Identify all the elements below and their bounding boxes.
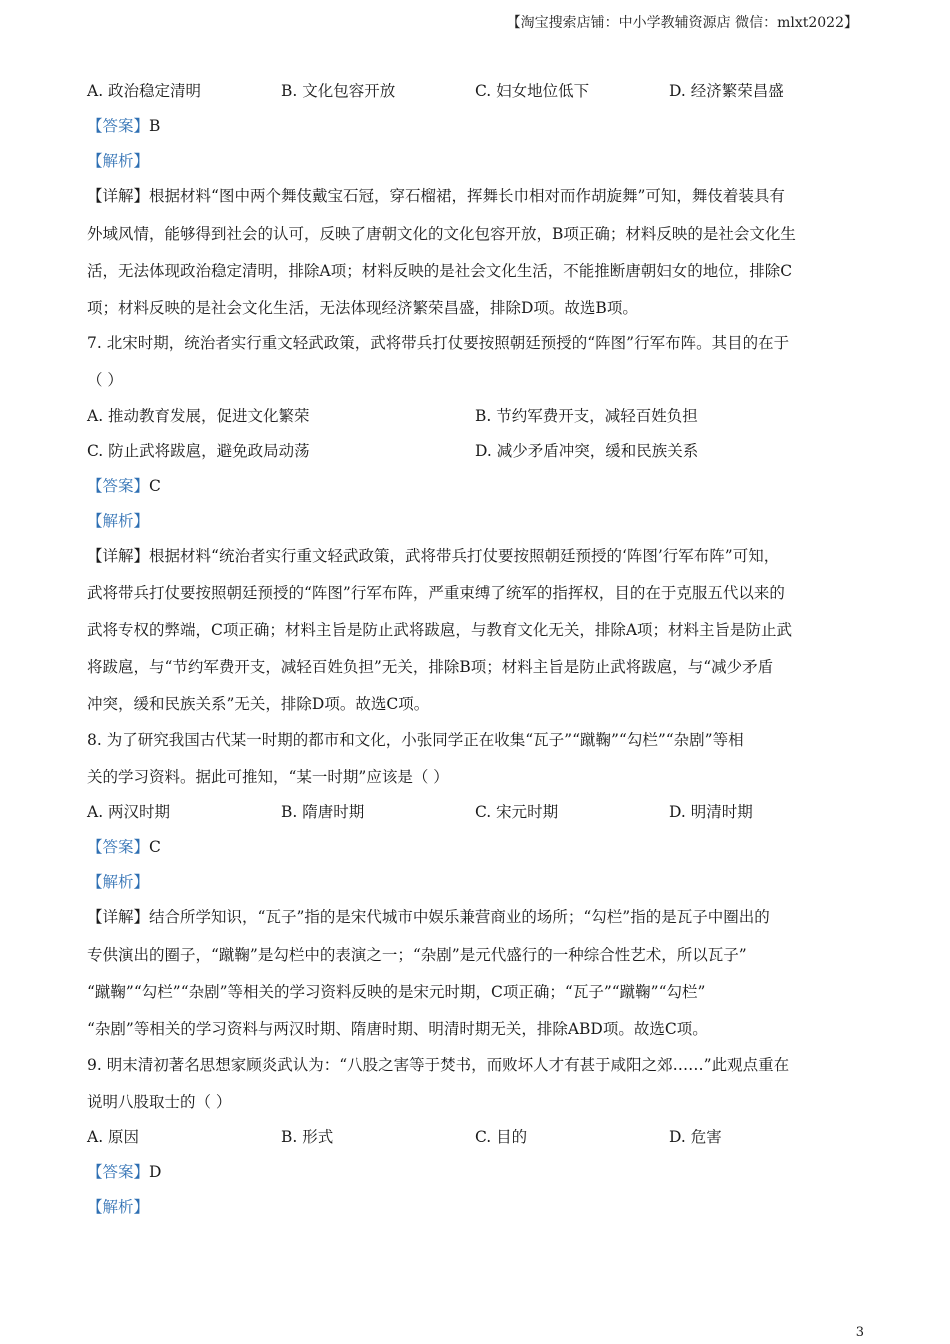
detail-label: 【详解】	[87, 547, 150, 565]
q6-detail-line	[87, 186, 785, 206]
q7-option-a: A. 推动教育发展，促进文化繁荣	[87, 407, 310, 425]
q8-option-a: A. 两汉时期	[87, 803, 171, 821]
q8-option-b: B. 隋唐时期	[281, 803, 365, 821]
q7-stem: （ ）	[87, 371, 123, 389]
q7-detail-line: 冲突，缓和民族关系”无关，排除D项。故选C项。	[87, 695, 430, 713]
q6-detail-text: 根据材料“图中两个舞伎戴宝石冠，穿石榴裙，挥舞长巾相对而作胡旋舞”可知，舞伎着装具有	[149, 187, 785, 205]
q7-detail-text: 根据材料“统治者实行重文轻武政策，武将带兵打仗要按照朝廷预授的‘阵图’行军布阵”可知，	[149, 547, 780, 565]
q6-option-c: C. 妇女地位低下	[475, 82, 590, 100]
q6-answer-value: B	[149, 117, 161, 135]
answer-label: 【答案】	[87, 117, 150, 135]
q6-detail-line: 项；材料反映的是社会文化生活，无法体现经济繁荣昌盛，排除D项。故选B项。	[87, 299, 638, 317]
q7-analysis-label: 【解析】	[87, 512, 150, 530]
q6-answer	[87, 116, 160, 136]
q9-option-d: D. 危害	[669, 1128, 722, 1146]
q6-option-b: B. 文化包容开放	[281, 82, 396, 100]
q7-detail-line	[87, 546, 779, 566]
q6-detail-line: 活，无法体现政治稳定清明，排除A项；材料反映的是社会文化生活，不能推断唐朝妇女的地位，排除C	[87, 262, 793, 280]
q8-answer-value: C	[149, 838, 161, 856]
answer-label: 【答案】	[87, 838, 150, 856]
q7-stem: 7. 北宋时期，统治者实行重文轻武政策，武将带兵打仗要按照朝廷预授的“阵图”行军布阵。其目的在于	[87, 334, 790, 352]
q9-option-b: B. 形式	[281, 1128, 334, 1146]
q8-detail-line	[87, 907, 770, 927]
q7-option-c: C. 防止武将跋扈，避免政局动荡	[87, 442, 310, 460]
q9-analysis-label: 【解析】	[87, 1198, 150, 1216]
page-number: 3	[855, 1325, 864, 1340]
q8-detail-line: 专供演出的圈子，“蹴鞠”是勾栏中的表演之一；“杂剧”是元代盛行的一种综合性艺术，所以瓦子”	[87, 946, 747, 964]
q7-option-d: D. 减少矛盾冲突，缓和民族关系	[475, 442, 699, 460]
q8-detail-line: “杂剧”等相关的学习资料与两汉时期、隋唐时期、明清时期无关，排除ABD项。故选C项。	[87, 1020, 708, 1038]
q9-answer	[87, 1162, 161, 1182]
q6-analysis-label: 【解析】	[87, 152, 150, 170]
q7-detail-line: 武将专权的弊端，C项正确；材料主旨是防止武将跋扈，与教育文化无关，排除A项；材料主旨是防止武	[87, 621, 793, 639]
q6-detail-line: 外域风情，能够得到社会的认可，反映了唐朝文化的文化包容开放，B项正确；材料反映的是社会文化生	[87, 225, 796, 243]
q7-detail-line: 将跋扈，与“节约军费开支，减轻百姓负担”无关，排除B项；材料主旨是防止武将跋扈，与“减少矛盾	[87, 658, 774, 676]
q8-detail-line: “蹴鞠”“勾栏”“杂剧”等相关的学习资料反映的是宋元时期，C项正确；“瓦子”“蹴鞠”“勾栏”	[87, 983, 706, 1001]
detail-label: 【详解】	[87, 187, 150, 205]
q7-answer	[87, 476, 161, 496]
q6-option-a: A. 政治稳定清明	[87, 82, 202, 100]
page-header: 【淘宝搜索店铺：中小学教辅资源店 微信：mlxt2022】	[506, 15, 858, 31]
q8-option-c: C. 宋元时期	[475, 803, 559, 821]
q7-option-b: B. 节约军费开支，减轻百姓负担	[475, 407, 698, 425]
q9-answer-value: D	[149, 1163, 162, 1181]
q8-detail-text: 结合所学知识，“瓦子”指的是宋代城市中娱乐兼营商业的场所；“勾栏”指的是瓦子中圈出的	[149, 908, 770, 926]
answer-label: 【答案】	[87, 1163, 150, 1181]
q7-detail-line: 武将带兵打仗要按照朝廷预授的“阵图”行军布阵，严重束缚了统军的指挥权，目的在于克服五代以来的	[87, 584, 785, 602]
q8-answer	[87, 837, 161, 857]
detail-label: 【详解】	[87, 908, 150, 926]
answer-label: 【答案】	[87, 477, 150, 495]
q8-stem: 关的学习资料。据此可推知，“某一时期”应该是（ ）	[87, 768, 449, 786]
q9-stem: 9. 明末清初著名思想家顾炎武认为：“八股之害等于焚书，而败坏人才有甚于咸阳之郊……”此观点重在	[87, 1056, 790, 1074]
q9-option-c: C. 目的	[475, 1128, 528, 1146]
q9-option-a: A. 原因	[87, 1128, 140, 1146]
q8-stem: 8. 为了研究我国古代某一时期的都市和文化，小张同学正在收集“瓦子”“蹴鞠”“勾栏”“杂剧”等相	[87, 731, 744, 749]
q7-answer-value: C	[149, 477, 161, 495]
q9-stem: 说明八股取士的（ ）	[87, 1093, 232, 1111]
q6-option-d: D. 经济繁荣昌盛	[669, 82, 784, 100]
q8-analysis-label: 【解析】	[87, 873, 150, 891]
q8-option-d: D. 明清时期	[669, 803, 753, 821]
